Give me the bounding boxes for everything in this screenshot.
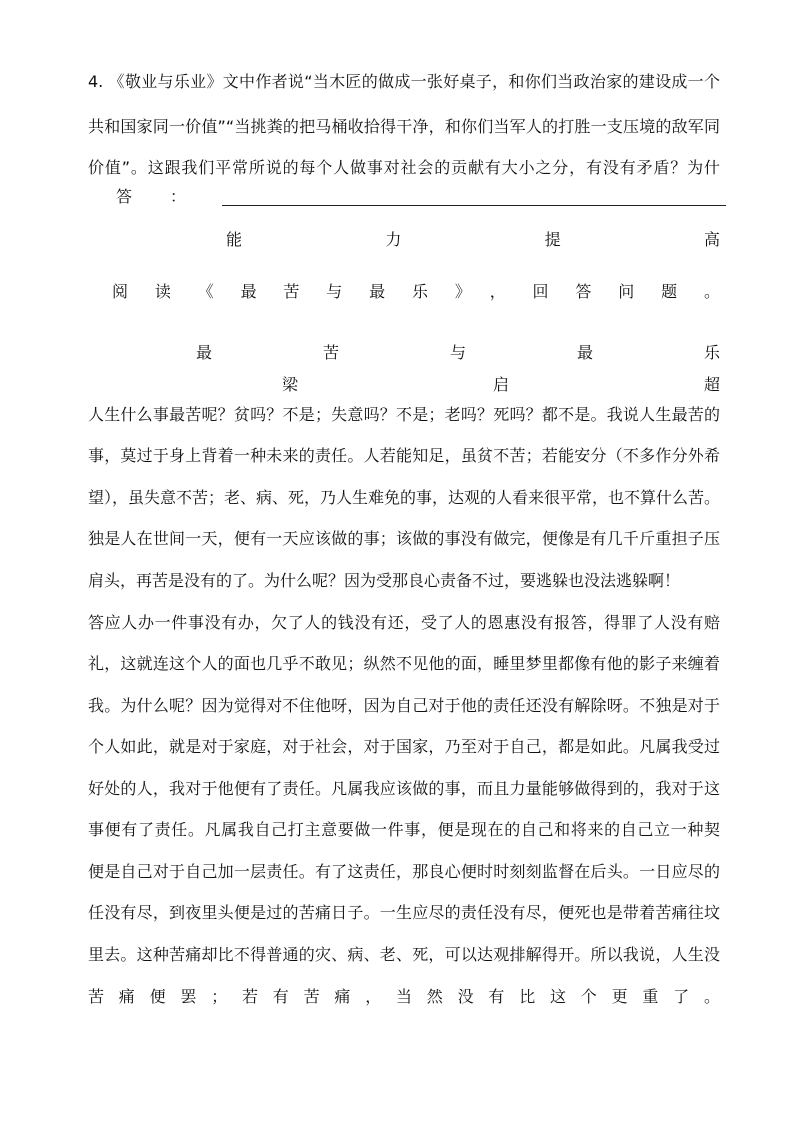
question-4-line-1: 4. 《敬业与乐业》文中作者说“当木匠的做成一张好桌子，和你们当政治家的建设成一个 [88, 72, 720, 91]
article-line-10: 好处的人，我对于他便有了责任。凡属我应该做的事，而且力量能够做得到的，我对于这 [88, 779, 720, 798]
article-line-7: 礼，这就连这个人的面也几乎不敢见；纵然不见他的面，睡里梦里都像有他的影子来缠着 [88, 654, 720, 673]
question-4-line-3: 价值”。这跟我们平常所说的每个人做事对社会的贡献有大小之分，有没有矛盾？为什 [88, 158, 720, 177]
article-line-11: 事便有了责任。凡属我自己打主意要做一件事，便是现在的自己和将来的自己立一种契 [88, 820, 720, 839]
article-line-4: 独是人在世间一天，便有一天应该做的事；该做的事没有做完，便像是有几千斤重担子压 [88, 529, 720, 548]
article-line-12: 便是自己对于自己加一层责任。有了这责任，那良心便时时刻刻监督在后头。一日应尽的 [88, 862, 720, 881]
answer-label: 答 ： [116, 187, 186, 206]
article-line-5: 肩头，再苦是没有的了。为什么呢？因为受那良心责备不过，要逃躲也没法逃躲啊！ [88, 571, 681, 590]
article-line-13: 任没有尽，到夜里头便是过的苦痛日子。一生应尽的责任没有尽，便死也是带着苦痛往坟 [88, 903, 720, 922]
question-4-line-2: 共和国家同一价值”“当挑粪的把马桶收拾得干净，和你们当军人的打胜一支压境的敌军同 [88, 117, 720, 136]
answer-blank-line[interactable] [222, 205, 726, 206]
article-line-3: 望），虽失意不苦；老、病、死，乃人生难免的事，达观的人看来很平常，也不算什么苦。 [88, 488, 720, 507]
reading-instruction: 阅读《最苦与最乐》，回答问题。 [112, 282, 720, 301]
article-line-14: 里去。这种苦痛却比不得普通的灾、病、老、死，可以达观排解得开。所以我说，人生没 [88, 945, 720, 964]
article-line-9: 个人如此，就是对于家庭，对于社会，对于国家，乃至对于自己，都是如此。凡属我受过 [88, 737, 720, 756]
article-line-8: 我。为什么呢？因为觉得对不住他呀，因为自己对于他的责任还没有解除呀。不独是对于 [88, 696, 720, 715]
section-heading: 能力提高 [226, 230, 720, 249]
article-line-1: 人生什么事最苦呢？贫吗？不是；失意吗？不是；老吗？死吗？都不是。我说人生最苦的 [88, 405, 720, 424]
article-title: 最苦与最乐 [196, 343, 720, 362]
article-line-2: 事，莫过于身上背着一种未来的责任。人若能知足，虽贫不苦；若能安分（不多作分外希 [88, 446, 720, 465]
article-author: 梁启超 [282, 375, 720, 394]
article-line-15: 苦痛便罢；若有苦痛，当然没有比这个更重了。 [88, 987, 720, 1006]
article-line-6: 答应人办一件事没有办，欠了人的钱没有还，受了人的恩惠没有报答，得罪了人没有赔 [88, 613, 720, 632]
